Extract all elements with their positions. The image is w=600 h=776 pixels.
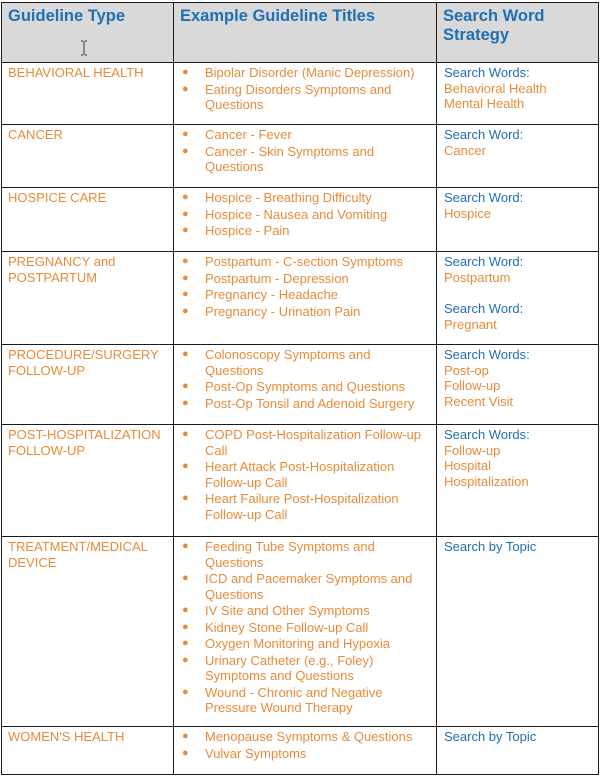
header-search-strategy: Search Word Strategy xyxy=(437,3,599,63)
guideline-titles-cell xyxy=(174,425,437,537)
bullet-icon: ● xyxy=(182,82,189,95)
guideline-titles-cell xyxy=(174,63,437,125)
guideline-titles-cell xyxy=(174,727,437,775)
list-item xyxy=(180,207,432,223)
bullet-icon: ● xyxy=(182,128,189,140)
list-item xyxy=(180,223,432,239)
list-item xyxy=(180,396,432,412)
bullet-icon: ● xyxy=(182,288,189,300)
list-item xyxy=(180,620,432,636)
bullet-icon: ● xyxy=(182,637,189,649)
bullet-icon: ● xyxy=(182,304,189,317)
list-item xyxy=(180,685,432,716)
bullet-icon: ● xyxy=(182,460,189,472)
table-row xyxy=(2,63,599,125)
bullet-icon: ● xyxy=(182,572,189,584)
guideline-titles-cell xyxy=(174,188,437,252)
search-strategy-cell xyxy=(437,727,599,775)
search-strategy-cell xyxy=(437,125,599,188)
search-word-label: Search Words: xyxy=(444,65,530,80)
guideline-type-cell: BEHAVIORAL HEALTH xyxy=(2,63,174,125)
bullet-icon: ● xyxy=(182,207,189,220)
guideline-titles-list xyxy=(180,539,432,716)
list-item xyxy=(180,571,432,602)
guidelines-table xyxy=(1,2,599,775)
list-item xyxy=(180,65,432,81)
search-word-label: Search Words: xyxy=(444,347,530,362)
bullet-icon: ● xyxy=(182,271,189,284)
guideline-titles-cell xyxy=(174,345,437,425)
list-item xyxy=(180,729,432,745)
list-item xyxy=(180,427,432,458)
guideline-title: Eating Disorders Symptoms and Questions xyxy=(205,81,392,112)
list-item xyxy=(180,287,432,303)
list-item xyxy=(180,271,432,287)
list-item xyxy=(180,539,432,570)
guideline-type-cell: PREGNANCY and POSTPARTUM xyxy=(2,252,174,345)
search-word-label: Search Words: xyxy=(444,427,530,442)
guideline-titles-cell xyxy=(174,252,437,345)
guideline-title: Kidney Stone Follow-up Call xyxy=(205,619,369,635)
guideline-title: Hospice - Breathing Difficulty xyxy=(205,190,372,205)
guideline-title: Feeding Tube Symptoms and Questions xyxy=(205,539,375,570)
bullet-icon: ● xyxy=(182,224,189,236)
guideline-titles-list xyxy=(180,729,432,761)
guideline-titles-list xyxy=(180,347,432,411)
guideline-type-cell: CANCER xyxy=(2,125,174,188)
search-term: Hospitalization xyxy=(444,473,529,489)
guideline-title: Hospice - Nausea and Vomiting xyxy=(205,206,388,222)
guideline-type-cell: HOSPICE CARE xyxy=(2,188,174,252)
bullet-icon: ● xyxy=(182,396,189,409)
table-row xyxy=(2,727,599,775)
search-term: Post-op xyxy=(444,362,489,378)
table-row xyxy=(2,188,599,252)
guideline-titles-list xyxy=(180,427,432,522)
bullet-icon: ● xyxy=(182,653,189,666)
guideline-title: Post-Op Tonsil and Adenoid Surgery xyxy=(205,395,415,411)
search-term: Follow-up xyxy=(444,378,501,393)
list-item xyxy=(180,491,432,522)
guideline-title: Oxygen Monitoring and Hypoxia xyxy=(205,636,390,651)
search-term: Hospital xyxy=(444,458,491,473)
search-term: Cancer xyxy=(444,142,486,158)
guideline-title: COPD Post-Hospitalization Follow-up Call xyxy=(205,427,422,458)
list-item xyxy=(180,190,432,206)
search-word-label: Search Word: xyxy=(444,190,524,205)
guideline-type-cell: PROCEDURE/SURGERY FOLLOW-UP xyxy=(2,345,174,425)
spacer xyxy=(444,285,594,301)
guideline-title: Heart Attack Post-Hospitalization Follow-up Call xyxy=(205,459,395,490)
list-item xyxy=(180,254,432,270)
list-item xyxy=(180,379,432,395)
list-item xyxy=(180,127,432,143)
guideline-title: Postpartum - C-section Symptoms xyxy=(205,254,403,269)
table-row xyxy=(2,345,599,425)
bullet-icon: ● xyxy=(182,730,189,742)
search-term: Hospice xyxy=(444,205,491,221)
bullet-icon: ● xyxy=(182,428,189,440)
guideline-titles-cell xyxy=(174,537,437,727)
guideline-titles-cell xyxy=(174,125,437,188)
bullet-icon: ● xyxy=(182,191,189,203)
guideline-title: Cancer - Skin Symptoms and Questions xyxy=(205,143,375,174)
guideline-title: Bipolar Disorder (Manic Depression) xyxy=(205,65,415,80)
table-row xyxy=(2,537,599,727)
bullet-icon: ● xyxy=(182,604,189,616)
table-row xyxy=(2,125,599,188)
list-item xyxy=(180,347,432,378)
guideline-title: Hospice - Pain xyxy=(205,223,290,238)
list-item xyxy=(180,304,432,320)
guideline-title: Cancer - Fever xyxy=(205,127,292,142)
bullet-icon: ● xyxy=(182,380,189,392)
search-term: Postpartum xyxy=(444,269,511,285)
table-row xyxy=(2,252,599,345)
search-term: Mental Health xyxy=(444,96,525,111)
guideline-title: Post-Op Symptoms and Questions xyxy=(205,379,406,394)
bullet-icon: ● xyxy=(182,492,189,504)
search-strategy-cell xyxy=(437,425,599,537)
search-strategy-cell xyxy=(437,345,599,425)
list-item xyxy=(180,82,432,113)
bullet-icon: ● xyxy=(182,255,189,267)
guideline-titles-list xyxy=(180,127,432,175)
bullet-icon: ● xyxy=(182,540,189,552)
search-term: Follow-up xyxy=(444,442,501,458)
header-example-titles: Example Guideline Titles xyxy=(174,3,437,63)
bullet-icon: ● xyxy=(182,685,189,698)
list-item xyxy=(180,603,432,619)
search-term: Recent Visit xyxy=(444,393,514,409)
search-strategy-cell xyxy=(437,252,599,345)
guideline-type-cell: POST-HOSPITALIZATION FOLLOW-UP xyxy=(2,425,174,537)
table-row xyxy=(2,425,599,537)
search-strategy-cell xyxy=(437,63,599,125)
search-word-label: Search Word: xyxy=(444,127,524,142)
guideline-titles-list xyxy=(180,254,432,319)
guideline-title: Colonoscopy Symptoms and Questions xyxy=(205,347,371,378)
list-item xyxy=(180,636,432,652)
bullet-icon: ● xyxy=(182,66,189,78)
search-word-label: Search Word: xyxy=(444,254,524,269)
guideline-title: Urinary Catheter (e.g., Foley) Symptoms and Questions xyxy=(205,652,374,683)
guideline-title: IV Site and Other Symptoms xyxy=(205,603,370,618)
guideline-title: Heart Failure Post-Hospitalization Follow-up Call xyxy=(205,491,399,522)
search-by-topic-label: Search by Topic xyxy=(444,729,537,744)
text-cursor-icon xyxy=(80,40,88,56)
list-item xyxy=(180,746,432,762)
list-item xyxy=(180,144,432,175)
bullet-icon: ● xyxy=(182,144,189,157)
guideline-titles-list xyxy=(180,190,432,239)
search-by-topic-label: Search by Topic xyxy=(444,539,537,554)
guideline-title: Postpartum - Depression xyxy=(205,270,349,286)
guideline-title: Wound - Chronic and Negative Pressure Wound Therapy xyxy=(205,684,383,715)
search-strategy-cell xyxy=(437,188,599,252)
search-strategy-cell xyxy=(437,537,599,727)
bullet-icon: ● xyxy=(182,746,189,759)
header-row xyxy=(2,3,599,63)
guideline-title: Pregnancy - Urination Pain xyxy=(205,303,361,319)
bullet-icon: ● xyxy=(182,620,189,633)
guideline-titles-list xyxy=(180,65,432,113)
guideline-title: ICD and Pacemaker Symptoms and Questions xyxy=(205,571,413,602)
list-item xyxy=(180,459,432,490)
search-word-label: Search Word: xyxy=(444,301,524,316)
search-term: Pregnant xyxy=(444,316,497,332)
guideline-type-cell: WOMEN'S HEALTH xyxy=(2,727,174,775)
guideline-type-cell: TREATMENT/MEDICAL DEVICE xyxy=(2,537,174,727)
bullet-icon: ● xyxy=(182,348,189,360)
guideline-title: Menopause Symptoms & Questions xyxy=(205,729,413,744)
guideline-title: Vulvar Symptoms xyxy=(205,745,307,761)
list-item xyxy=(180,653,432,684)
guideline-title: Pregnancy - Headache xyxy=(205,287,338,302)
search-term: Behavioral Health xyxy=(444,80,547,96)
header-guideline-type: Guideline Type xyxy=(2,3,174,63)
